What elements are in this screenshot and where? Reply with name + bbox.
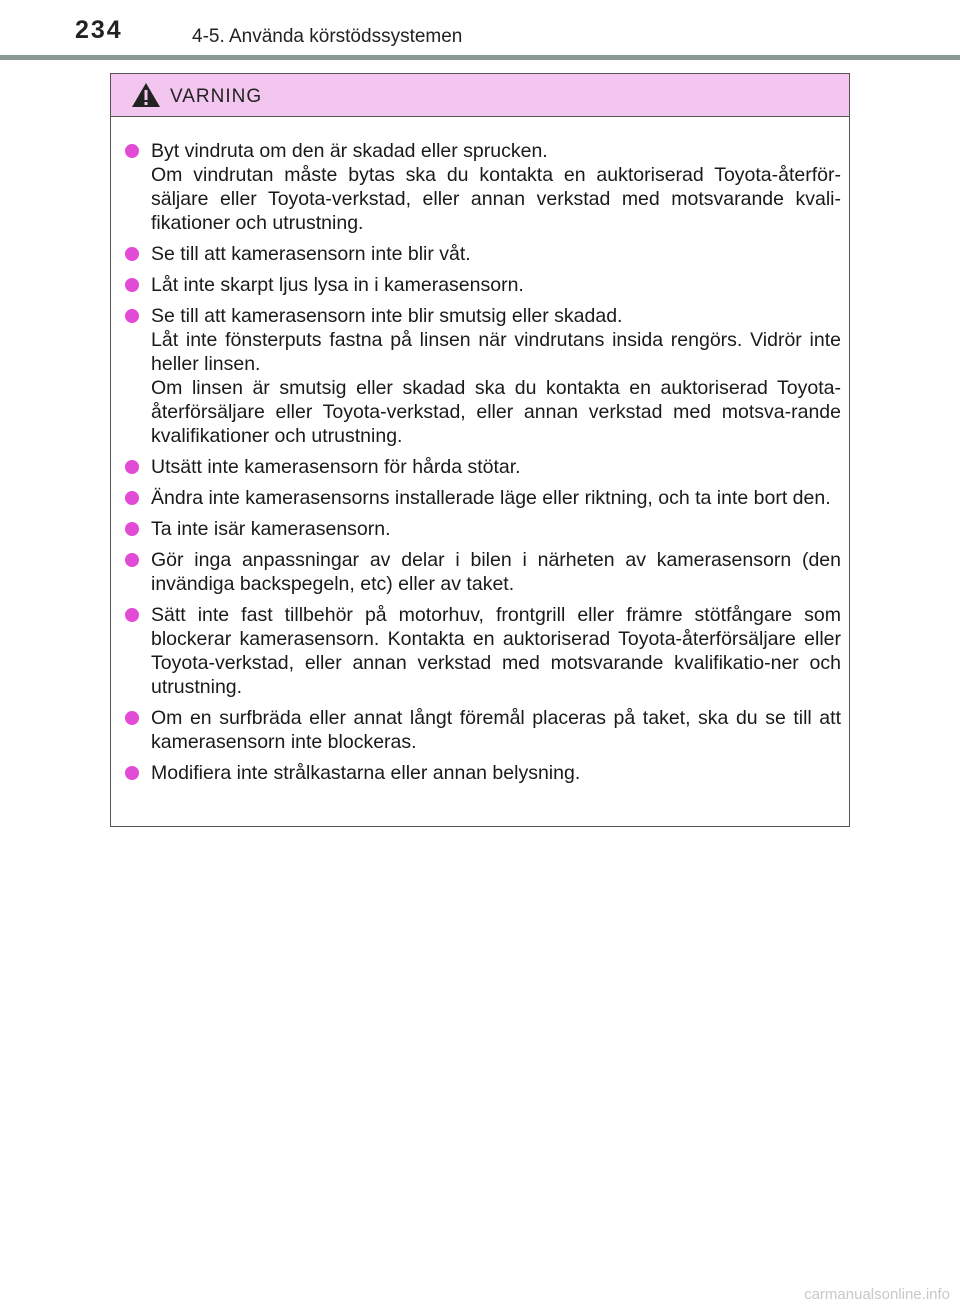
- warning-item-line: Om en surfbräda eller annat långt föremål placeras på taket, ska du se till att kamerasensorn inte blockeras.: [151, 707, 841, 753]
- bullet-icon: [125, 608, 139, 622]
- warning-item-line: Byt vindruta om den är skadad eller sprucken.: [151, 140, 548, 162]
- warning-item-line: Sätt inte fast tillbehör på motorhuv, frontgrill eller främre stötfångare som blockerar kamerasensorn. Kontakta en auktoriserad Toyota-återförsäljare eller Toyota-verkstad, eller annan verkstad med motsvarande kvalifikatio-ner och utrustning.: [151, 604, 841, 698]
- warning-item: [151, 486, 841, 510]
- warning-item: [151, 761, 841, 785]
- bullet-icon: [125, 247, 139, 261]
- section-title: 4-5. Använda körstödssystemen: [192, 26, 463, 47]
- warning-list: [111, 117, 849, 785]
- warning-item-line: Låt inte fönsterputs fastna på linsen när vindrutans insida rengörs. Vidrör inte heller linsen.: [151, 329, 841, 375]
- bullet-icon: [125, 144, 139, 158]
- warning-item-line: Modifiera inte strålkastarna eller annan belysning.: [151, 762, 581, 784]
- warning-item-line: Om vindrutan måste bytas ska du kontakta en auktoriserad Toyota-återför-säljare eller Toyota-verkstad, eller annan verkstad med motsvarande kvali-fikationer och utrustning.: [151, 164, 841, 234]
- warning-item-line: Om linsen är smutsig eller skadad ska du kontakta en auktoriserad Toyota-återförsäljare eller Toyota-verkstad, eller annan verkstad med motsva-rande kvalifikationer och utrustning.: [151, 377, 841, 447]
- bullet-icon: [125, 278, 139, 292]
- page-number: 234: [75, 16, 123, 44]
- warning-item: [151, 304, 841, 448]
- warning-item: [151, 517, 841, 541]
- warning-triangle-icon: [131, 82, 161, 108]
- footer-watermark: carmanualsonline.info: [804, 1286, 950, 1303]
- warning-item-line: Se till att kamerasensorn inte blir smutsig eller skadad.: [151, 305, 623, 327]
- bullet-icon: [125, 491, 139, 505]
- warning-item: [151, 273, 841, 297]
- warning-item: [151, 548, 841, 596]
- header-rule: [0, 55, 960, 60]
- warning-item-line: Gör inga anpassningar av delar i bilen i närheten av kamerasensorn (den invändiga backspegeln, etc) eller av taket.: [151, 549, 841, 595]
- warning-item-line: Ta inte isär kamerasensorn.: [151, 518, 391, 540]
- warning-box: [110, 73, 850, 827]
- bullet-icon: [125, 711, 139, 725]
- warning-item: [151, 455, 841, 479]
- bullet-icon: [125, 460, 139, 474]
- warning-item: [151, 706, 841, 754]
- warning-item-line: Utsätt inte kamerasensorn för hårda stötar.: [151, 456, 521, 478]
- bullet-icon: [125, 309, 139, 323]
- warning-item: [151, 242, 841, 266]
- warning-header: [111, 74, 849, 117]
- warning-item-line: Låt inte skarpt ljus lysa in i kamerasensorn.: [151, 274, 524, 296]
- bullet-icon: [125, 766, 139, 780]
- warning-item: [151, 603, 841, 699]
- warning-item: [151, 139, 841, 235]
- bullet-icon: [125, 553, 139, 567]
- warning-item-line: Ändra inte kamerasensorns installerade läge eller riktning, och ta inte bort den.: [151, 487, 831, 509]
- page-header: [0, 0, 960, 60]
- bullet-icon: [125, 522, 139, 536]
- warning-label: VARNING: [170, 86, 263, 107]
- warning-item-line: Se till att kamerasensorn inte blir våt.: [151, 243, 471, 265]
